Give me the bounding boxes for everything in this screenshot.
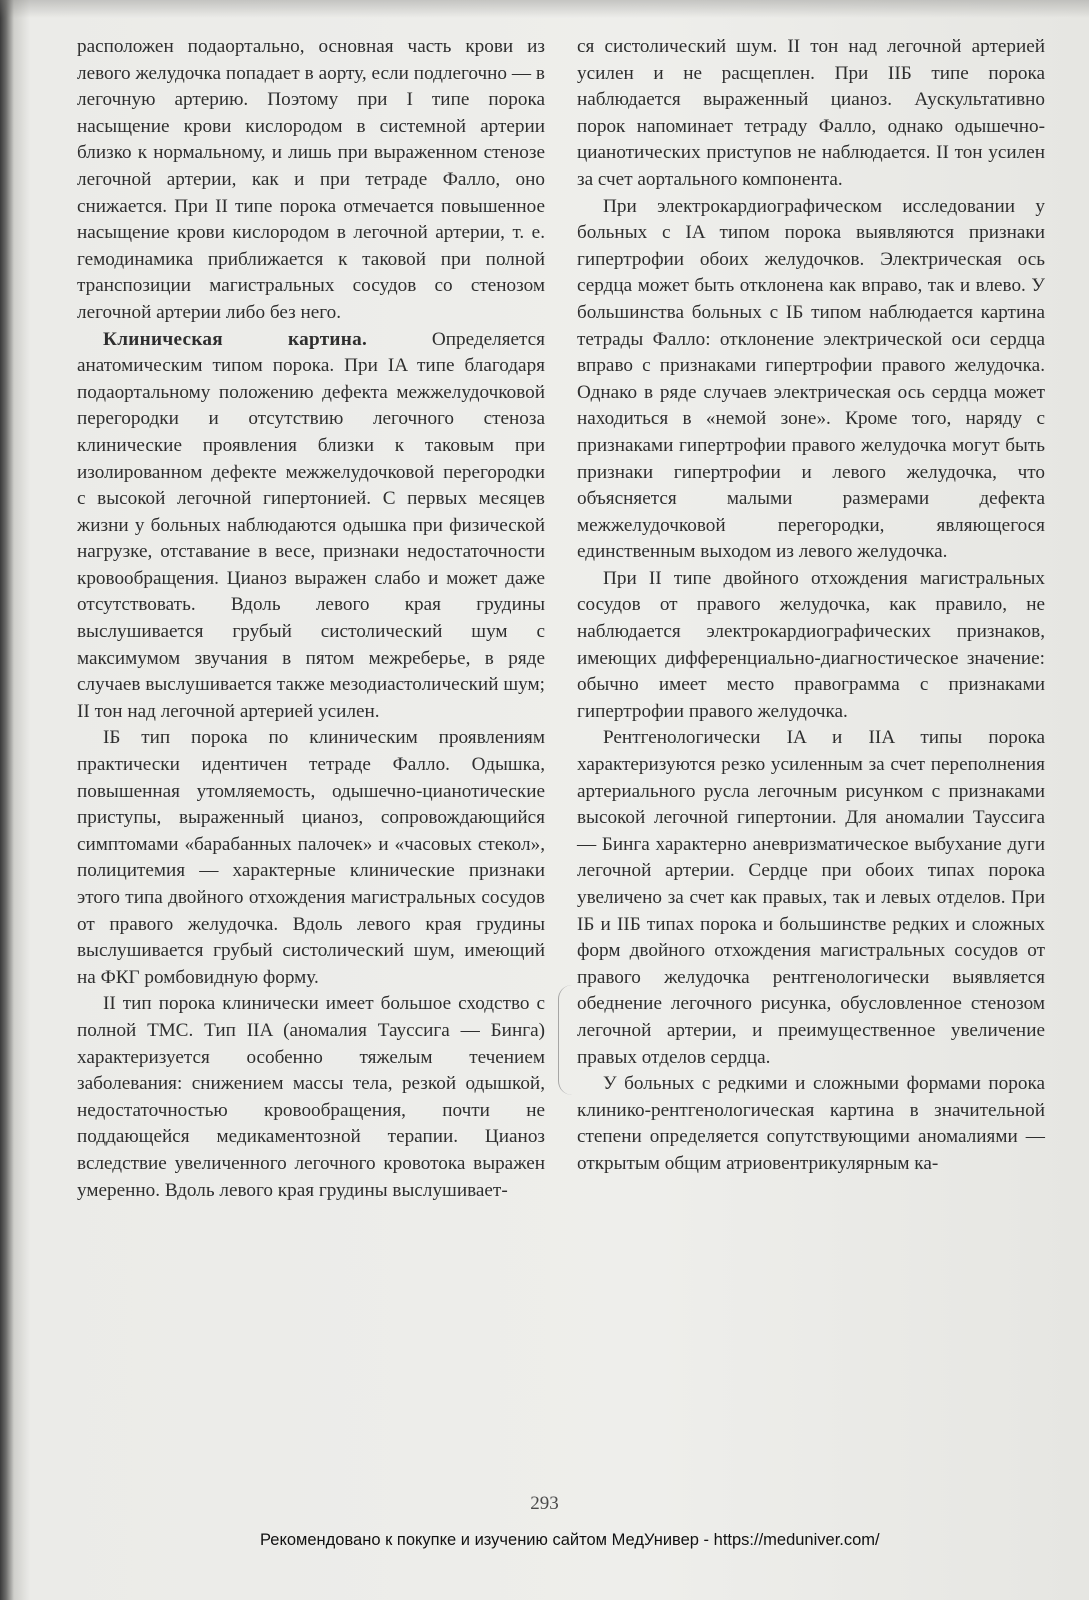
right-paragraph-4: Рентгенологически IA и IIA типы порока характеризуются резко усиленным за счет переполнения артериального русла легочным рисунком с признаками высокой легочной гипертонии. Для аномалии Таусcига — Бинга характерно аневризматическое выбухание дуги легочной артерии. Сердце при обоих типах порока увеличено за счет как правых, так и левых отделов. При IБ и IIБ типах порока и большинстве редких и сложных форм двойного отхождения магистральных сосудов от правого желудочка рентгенологически выявляется обеднение легочного рисунка, обусловленное стенозом легочной артерии, и преимущественное увеличение правых отделов сердца. [577,727,1045,1068]
left-paragraph-2-text: Определяется анатомическим типом порока. При IA типе благодаря подаортальному положению дефекта межжелудочковой перегородки и отсутствию легочного стеноза клинические проявления близки к таковым при изолированном дефекте межжелудочковой перегородки с высокой легочной гипертонией. С первых месяцев жизни у больных наблюдаются одышка при физической нагрузке, отставание в весе, признаки недостаточности кровообращения. Цианоз выражен слабо и может даже отсутствовать. Вдоль левого края грудины выслушивается грубый систолический шум с максимумом звучания в пятом межреберье, в ряде случаев выслушивается также мезодиастолический шум; II тон над легочной артерией усилен. [77,328,546,722]
left-paragraph-1: расположен подаортально, основная часть крови из левого желудочка попадает в аорту, если подлегочно — в легочную артерию. Поэтому при I типе порока насыщение крови кислородом в системной артерии близко к нормальному, и лишь при выраженном стенозе легочной артерии, как и при тетраде Фалло, оно снижается. При II типе порока отмечается повышенное насыщение крови кислородом в легочной артерии, т. е. гемодинамика приближается к таковой при полной транспозиции магистральных сосудов со стенозом легочной артерии либо без него. [77,36,545,323]
page-top-shadow [0,0,1089,18]
right-paragraph-2: При электрокардиографическом исследовании у больных с IA типом порока выявляются признаки гипертрофии обоих желудочков. Электрическая ось сердца может быть отклонена как вправо, так и влево. У большинства больных с IБ типом наблюдается картина тетрады Фалло: отклонение электрической оси сердца вправо с признаками гипертрофии правого желудочка. Однако в ряде случаев электрическая ось сердца может находиться в «немой зоне». Кроме того, наряду с признаками гипертрофии правого желудочка могут быть признаки гипертрофии и левого желудочка, что объясняется малыми размерами дефекта межжелудочковой перегородки, являющегося единственным выходом из левого желудочка. [577,195,1045,563]
right-column [577,34,1045,1178]
footer-recommendation: Рекомендовано к покупке и изучению сайтом МедУнивер - https://meduniver.com/ [260,1531,880,1549]
left-paragraph-3: IБ тип порока по клиническим проявлениям практически идентичен тетраде Фалло. Одышка, повышенная утомляемость, одышечно-цианотические приступы, выраженный цианоз, сопровождающийся симптомами «барабанных палочек» и «часовых стекол», полицитемия — характерные клинические признаки этого типа двойного отхождения магистральных сосудов от правого желудочка. Вдоль левого края грудины выслушивается грубый систолический шум, имеющий на ФКГ ромбовидную форму. [77,727,545,988]
right-paragraph-3: При II типе двойного отхождения магистральных сосудов от правого желудочка, как правило, не наблюдается электрокардиографических признаков, имеющих дифференциально-диагностическое значение: обычно имеет место правограмма с признаками гипертрофии правого желудочка. [577,567,1045,722]
left-column [77,34,545,1204]
page-number: 293 [530,1493,559,1514]
section-heading-clinical-picture: Клиническая картина. [103,328,368,350]
right-paragraph-5: У больных с редкими и сложными формами порока клинико-рентгенологическая картина в значительной степени определяется сопутствующими аномалиями — открытым общим атриовентрикулярным ка- [577,1073,1045,1174]
right-paragraph-1: ся систолический шум. II тон над легочной артерией усилен и не расщеплен. При IIБ типе порока наблюдается выраженный цианоз. Аускультативно порок напоминает тетраду Фалло, однако одышечно-цианотических приступов не наблюдается. II тон усилен за счет аортального компонента. [577,36,1045,190]
margin-pencil-mark [558,985,573,1095]
left-paragraph-4: II тип порока клинически имеет большое сходство с полной ТМС. Тип IIA (аномалия Таусcига — Бинга) характеризуется особенно тяжелым течением заболевания: снижением массы тела, резкой одышкой, недостаточностью кровообращения, почти не поддающейся медикаментозной терапии. Цианоз вследствие увеличенного легочного кровотока выражен умеренно. Вдоль левого края грудины выслушивает- [77,993,545,1201]
left-paragraph-2 [77,327,545,726]
